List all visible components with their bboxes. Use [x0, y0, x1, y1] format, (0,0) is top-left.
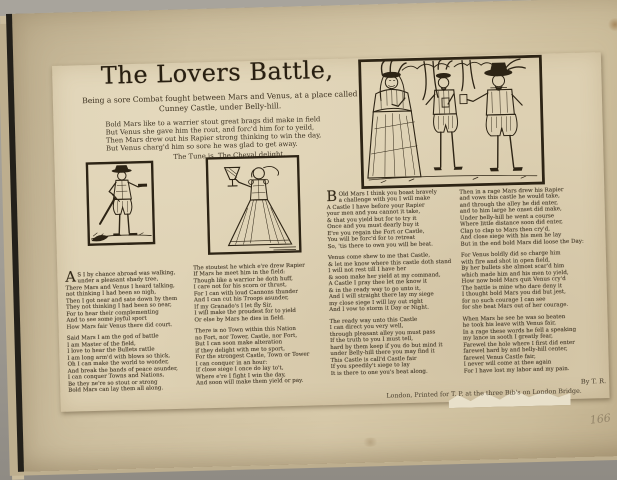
page-number-annotation: 166 — [589, 411, 612, 427]
woodcut-woman-with-goblet-icon — [205, 155, 301, 255]
foxing-spot — [361, 437, 379, 446]
verse-column-4 — [459, 186, 606, 380]
stanza: Said Mars I am the god of battle I am Master of the field, I love to hear the Bullets rattle I am long arm'd with blows so thick, Oh I can make the world to wonder, And break the bands of peace asunder, I can conquer Towns and Nations, Be they ne're so stout or strong Bold Mars can lay them all along. — [66, 333, 178, 394]
imprint-line: London, Printed for T. P. at the three Bib's on London Bridge. — [386, 387, 582, 400]
stanza: The stoutest he which e're drew Rapier If Mars he meet him in the field: Though like a warrior he doth huff, I care not for his scorn or thrust, For I can with loud Cannons thunder And I can cut his Troops asunder, If my Granado's I let fly Sir, I will make the proudest for to yield Or else by Mars he dies in field. — [193, 262, 305, 324]
woodcut-three-figures-icon — [358, 55, 545, 190]
drop-cap: A — [65, 269, 77, 286]
stanza: There is no Town within this Nation no Fort, nor Tower, Castle, nor Fort, But I can soon make alteration if they delight with me to sport, For the strongest Castle, Town or Tower I can conquer in an hour: If close siege I once do lay to't, Where e're I fight I win the day, And soon will make them yield or pay. — [194, 326, 310, 387]
verse-column-2 — [193, 262, 324, 392]
stanza — [326, 189, 458, 251]
byline: By T. R. — [580, 377, 607, 386]
broadside-sheet — [52, 52, 610, 412]
ballad-title: The Lovers Battle, — [100, 55, 334, 90]
stanza — [65, 270, 192, 332]
woodcut-man-with-sword-icon — [85, 160, 155, 246]
verse-column-1 — [65, 270, 194, 400]
verse-column-3 — [326, 189, 462, 382]
stanza: The ready way unto this Castle I can direct you very well, through pleasant alley you must pass If the truth to you I must tell, hard by them keep if you do but mind it under Belly-hill there you may find it This Castle is call'd Castle fair If you speedily't siege to lay It is there to one you's beat along. — [329, 316, 443, 377]
ballad-epigraph: Bold Mars like to a warrier stout great brags did make in field But Venus she gave him the rout, and forc'd him for to yeild, Then Mars drew out his Rapier strong thinking to win the day, But Venus charg'd him so sore he was glad to get away. — [105, 115, 322, 153]
drop-cap: B — [326, 188, 338, 206]
foxing-spot — [607, 18, 617, 31]
stanza-text: S I by chance abroad was walking, under a pleasant shady tree, There Mars and Venus I heard talking, not thinking I had been so nigh, Then I got near and sate down by them They not thinking I had been so near, For to hear their complementing And to see some joyful sport How Mars fair Venus there did court. — [65, 269, 178, 331]
stanza-text: Old Mars I think you boast bravely a challenge with you I will make A Castle I have before your Rapier your men and you cannot it take, & that you yield but for to try it Once and you must dearly buy it E're you regain the Fort or Castle, You will be forc'd for to retreat So, 'tis there to own you will be beat. — [326, 189, 437, 250]
stanza: When Mars he see he was so beaten he took his leave with Venus fair, In a rage these words he fell a speaking my lance in sooth I greatly fear, Farewel the hole where I first did enter farewel hard by and belly-hill center, farewel Venus Castle fair, I never will come at thee again For I have lost my labor and my pain. — [462, 313, 577, 375]
stanza: Venus come shew to me that Castle, & let me know where this castle doth stand I will not rest till I have her & soon make her yield at my command, A Castle I pray thee let me know it & in the ready way to go unto it, And I will straight there lay my siege my close siege I will lay out right And I vow to storm it Day or Night. — [327, 252, 452, 314]
stanza: Then in a rage Mars drew his Rapier and vows this castle he would take, and through the alley he did enter, and to him large he onset did make, Under belly-hill he went a course Where little distance soon did enter, Clap to clap to Mars then cry'd, And close siege with his men he lay But in the end bold Mars did loose the Day: — [459, 187, 584, 248]
ballad-subtitle: Being a sore Combat fought between Mars and Venus, at a place called Cunney Castle, under Belly-hill. — [82, 89, 358, 114]
stanza: For Venus boldly did so charge him with fire and shot in open field, By her bullets she almost scar'd him which made him and his men to yield, How now bold Mars quit Venus cry'd The battle is mine who dare deny it I thought bold Mars you did but jest, for no such courage I can see for she beat Mars out of her courage. — [460, 250, 569, 311]
tune-line: The Tune is, The Cheval delight. — [173, 150, 286, 161]
